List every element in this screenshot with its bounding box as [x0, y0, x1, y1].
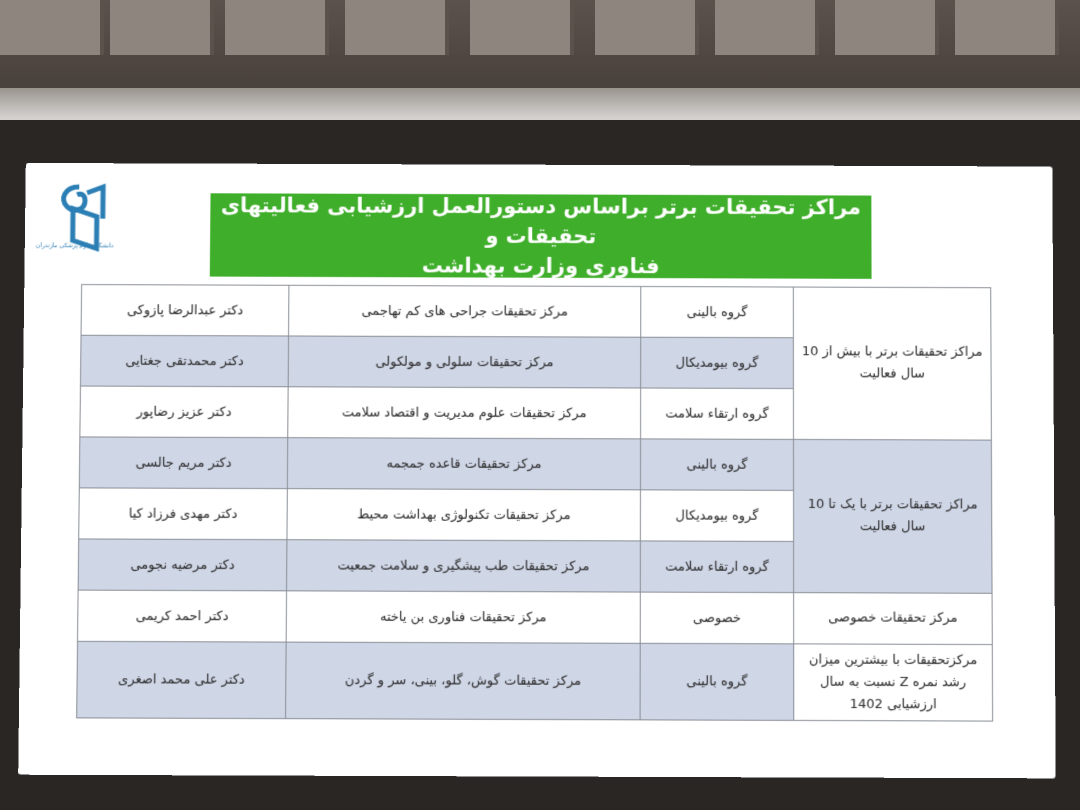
category-cell: مراکز تحقیقات برتر با یک تا 10 سال فعالیت — [793, 439, 992, 593]
director-cell: دکتر عبدالرضا پازوکی — [81, 285, 289, 336]
category-cell: مرکز تحقیقات خصوصی — [794, 593, 993, 645]
table-row — [77, 641, 993, 721]
group-cell: گروه بالینی — [641, 287, 794, 338]
logo-caption: دانشگاه علوم پزشکی مازندران — [35, 242, 114, 250]
presentation-slide — [18, 163, 1056, 778]
table-row — [79, 437, 991, 491]
ceiling-panel — [225, 0, 329, 55]
slide-title-line-2: فناوری وزارت بهداشت — [421, 253, 660, 279]
director-cell: دکتر مهدی فرزاد کیا — [79, 488, 288, 540]
ceiling-panel — [470, 0, 574, 55]
group-cell: گروه بالینی — [640, 643, 794, 720]
center-cell: مرکز تحقیقات سلولی و مولکولی — [288, 336, 641, 388]
director-cell: دکتر مرضیه نجومی — [78, 539, 287, 591]
director-cell: دکتر علی محمد اصغری — [77, 641, 287, 718]
ceiling-panel — [345, 0, 449, 55]
director-cell: دکتر مریم جالسی — [79, 437, 287, 489]
ceiling-panel — [715, 0, 819, 55]
center-cell: مرکز تحقیقات تکنولوژی بهداشت محیط — [287, 489, 641, 541]
slide-title-box — [210, 193, 872, 279]
group-cell: گروه بالینی — [640, 439, 793, 491]
group-cell: گروه ارتقاء سلامت — [641, 388, 794, 439]
director-cell: دکتر محمدتقی جغتایی — [80, 335, 288, 387]
university-logo-icon — [50, 179, 121, 268]
center-cell: مرکز تحقیقات قاعده جمجمه — [287, 438, 640, 490]
research-centers-table — [76, 284, 993, 722]
ceiling-panel — [110, 0, 214, 55]
category-cell: مراکز تحقیقات برتر با بیش از 10 سال فعالیت — [793, 287, 991, 440]
group-cell: خصوصی — [640, 592, 793, 644]
center-cell: مرکز تحقیقات علوم مدیریت و اقتصاد سلامت — [288, 387, 641, 439]
center-cell: مرکز تحقیقات گوش، گلو، بینی، سر و گردن — [286, 642, 641, 720]
ceiling-panel — [955, 0, 1059, 55]
ceiling-panel — [835, 0, 939, 55]
group-cell: گروه بیومدیکال — [640, 490, 793, 542]
director-cell: دکتر احمد کریمی — [78, 590, 287, 642]
slide-title-line-1: مراکز تحقیقات برتر براساس دستورالعمل ارزشیابی فعالیتهای تحقیقات و — [220, 193, 861, 249]
table-row — [81, 285, 991, 339]
category-cell: مرکزتحقیقات با بیشترین میزان رشد نمره Z نسبت به سال ارزشیابی 1402 — [794, 644, 993, 721]
table-row — [78, 590, 993, 644]
ceiling-panel — [0, 0, 104, 55]
director-cell: دکتر عزیز رضاپور — [80, 386, 288, 438]
center-cell: مرکز تحقیقات فناوری بن یاخته — [286, 591, 640, 643]
group-cell: گروه بیومدیکال — [641, 337, 794, 388]
ceiling-panel — [595, 0, 699, 55]
center-cell: مرکز تحقیقات طب پیشگیری و سلامت جمعیت — [287, 540, 641, 592]
center-cell: مرکز تحقیقات جراحی های کم تهاجمی — [289, 285, 641, 337]
group-cell: گروه ارتقاء سلامت — [640, 541, 793, 593]
